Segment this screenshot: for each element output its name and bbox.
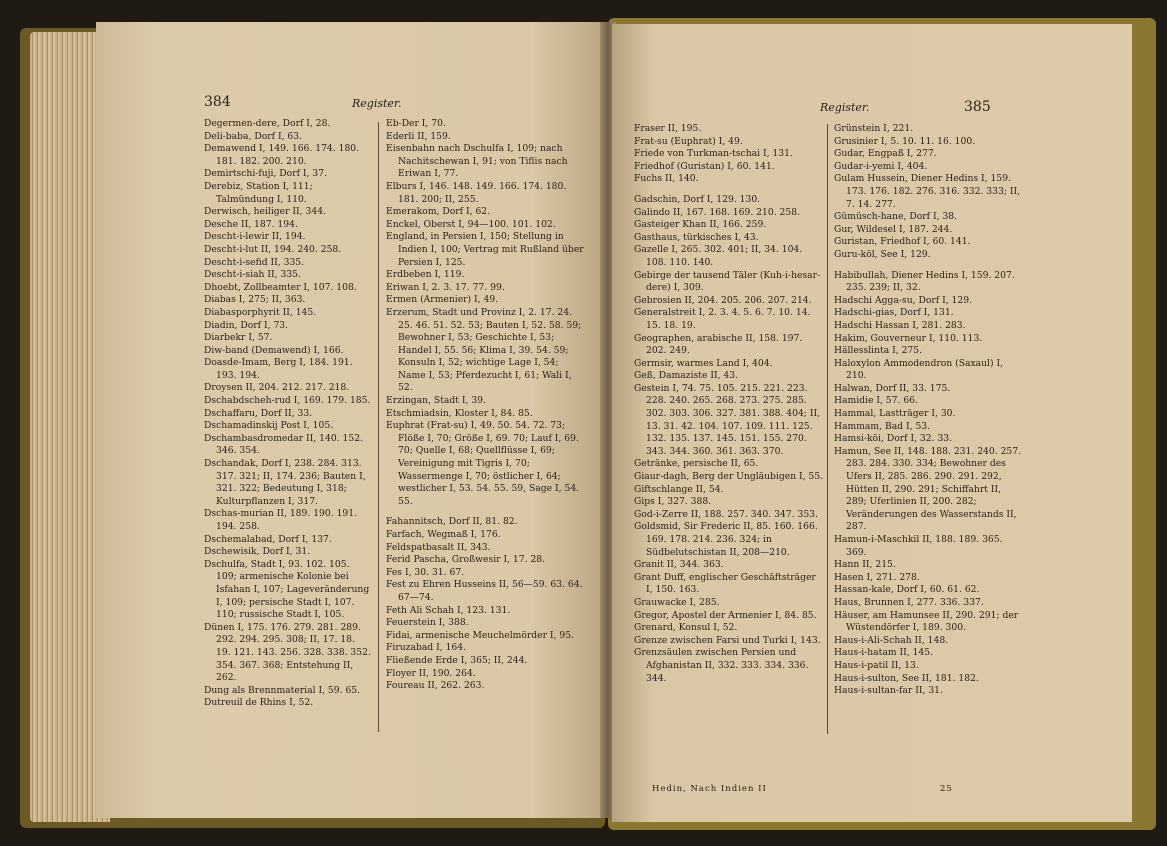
index-entry: Generalstreit I, 2. 3. 4. 5. 6. 7. 10. 14. 15. 18. 19. xyxy=(634,307,811,331)
index-entry: Floyer II, 190. 264. xyxy=(386,667,476,679)
index-entry: Grauwacke I, 285. xyxy=(634,596,720,608)
index-entry: Feuerstein I, 388. xyxy=(386,617,469,629)
index-column xyxy=(834,123,1024,698)
index-entry: Diabas I, 275; II, 363. xyxy=(204,294,306,306)
index-column xyxy=(634,123,824,685)
index-entry: Gasthaus, türkisches I, 43. xyxy=(634,231,759,243)
index-entry: Desche II, 187. 194. xyxy=(204,218,298,230)
letter-gap xyxy=(386,508,586,516)
index-entry: Frat-su (Euphrat) I, 49. xyxy=(634,135,743,147)
index-entry: Eisenbahn nach Dschulfa I, 109; nach Nachitschewan I, 91; von Tiflis nach Eriwan I, 77. xyxy=(386,143,568,180)
index-entry: Haus-i-hatam II, 145. xyxy=(834,647,934,659)
index-entry: Germsir, warmes Land I, 404. xyxy=(634,357,773,369)
index-entry: Gasteiger Khan II, 166. 259. xyxy=(634,219,767,231)
index-entry: Gestein I, 74. 75. 105. 215. 221. 223. 228. 240. 265. 268. 273. 275. 285. 302. 303. 306. 327. 381. 388. 404; II, 13. 31. 42. 104. 107. 109. 111. 125. 132. 135. 137. 145. 151. 155. 270. 343. 344. 360. 361. 363. 370. xyxy=(634,382,820,457)
index-entry: Haus-i-sultan-far II, 31. xyxy=(834,685,943,697)
index-column xyxy=(386,118,586,693)
right-page xyxy=(612,24,1132,822)
index-entry: Demirtschi-fuji, Dorf I, 37. xyxy=(204,168,327,180)
index-entry: Gadschin, Dorf I, 129. 130. xyxy=(634,193,761,205)
index-entry: Fes I, 30. 31. 67. xyxy=(386,566,465,578)
index-entry: Gudar, Engpaß I, 277. xyxy=(834,148,937,160)
index-entry: Hamidie I, 57. 66. xyxy=(834,395,918,407)
signature-number: 25 xyxy=(940,784,953,794)
index-entry: Dhoebt, Zollbeamter I, 107. 108. xyxy=(204,281,357,293)
index-entry: Descht-i-lewir II, 194. xyxy=(204,231,306,243)
index-entry: Habibullah, Diener Hedins I, 159. 207. 235. 239; II, 32. xyxy=(834,269,1015,294)
index-entry: Descht-i-lut II, 194. 240. 258. xyxy=(204,243,342,255)
index-entry: Hann II, 215. xyxy=(834,559,896,571)
index-entry: Fidai, armenische Meuchelmörder I, 95. xyxy=(386,629,575,641)
index-entry: Fraser II, 195. xyxy=(634,123,702,134)
running-title: Register. xyxy=(352,97,402,110)
signature-line: Hedin, Nach Indien II xyxy=(652,784,767,794)
index-entry: Dschemalabad, Dorf I, 137. xyxy=(204,533,332,545)
index-entry: Grusinier I, 5. 10. 11. 16. 100. xyxy=(834,135,976,147)
index-entry: Fließende Erde I, 365; II, 244. xyxy=(386,654,528,666)
index-entry: Deli-baba, Dorf I, 63. xyxy=(204,130,303,142)
index-entry: Grant Duff, englischer Geschäftsträger I, 150. 163. xyxy=(634,571,816,596)
index-entry: Haus-i-sulton, See II, 181. 182. xyxy=(834,672,979,684)
index-entry: Derebiz, Station I, 111; Talmündung I, 110. xyxy=(204,180,313,205)
index-entry: England, in Persien I, 150; Stellung in Indien I, 100; Vertrag mit Rußland über Persien I, 125. xyxy=(386,231,584,268)
index-entry: Feth Ali Schah I, 123. 131. xyxy=(386,604,511,616)
page-number: 385 xyxy=(964,99,991,115)
index-entry: Erzingan, Stadt I, 39. xyxy=(386,395,486,407)
index-entry: Droysen II, 204. 212. 217. 218. xyxy=(204,382,350,394)
index-entry: Hammam, Bad I, 53. xyxy=(834,420,931,432)
index-entry: Euphrat (Frat-su) I, 49. 50. 54. 72. 73; Flöße I, 70; Größe I, 69. 70; Lauf I, 69. 70; Quelle I, 68; Quellflüsse I, 69; Vereinigung mit Tigris I, 70; Wassermenge I, 70; östlicher I, 64; westlicher I, 53. 54. 55. 59, Sage I, 54. 55. xyxy=(386,420,580,507)
index-entry: Gur, Wildesel I, 187. 244. xyxy=(834,223,953,235)
index-entry: Demawend I, 149. 166. 174. 180. 181. 182. 200. 210. xyxy=(204,143,360,167)
index-entry: Dschambasdromedar II, 140. 152. 346. 354. xyxy=(204,432,363,457)
index-entry: God-i-Zerre II, 188. 257. 340. 347. 353. xyxy=(634,508,818,520)
index-entry: Hadschi Agga-su, Dorf I, 129. xyxy=(834,294,972,306)
index-entry: Fest zu Ehren Husseins II, 56—59. 63. 64. 67—74. xyxy=(386,579,583,603)
index-entry: Gips I, 327. 388. xyxy=(634,496,712,508)
index-entry: Getränke, persische II, 65. xyxy=(634,458,759,470)
index-entry: Dschabdscheh-rud I, 169. 179. 185. xyxy=(204,395,371,407)
index-entry: Diabasporphyrit II, 145. xyxy=(204,306,317,318)
index-entry: Dschamadinskij Post I, 105. xyxy=(204,420,334,432)
index-entry: Hakim, Gouverneur I, 110. 113. xyxy=(834,332,983,344)
column-rule xyxy=(827,124,828,734)
index-entry: Friede von Turkman-tschai I, 131. xyxy=(634,148,793,160)
index-entry: Goldsmid, Sir Frederic II, 85. 160. 166. 169. 178. 214. 236. 324; in Südbelutschistan II, 208—210. xyxy=(634,521,818,558)
index-entry: Hamun-i-Maschkil II, 188. 189. 365. 369. xyxy=(834,534,1003,558)
index-entry: Dung als Brennmaterial I, 59. 65. xyxy=(204,684,361,696)
index-entry: Haus-i-patil II, 13. xyxy=(834,659,919,671)
index-entry: Grenzsäulen zwischen Persien und Afghanistan II, 332. 333. 334. 336. 344. xyxy=(634,647,809,684)
index-entry: Grenze zwischen Farsi und Turki I, 143. xyxy=(634,634,821,646)
index-entry: Dutreuil de Rhins I, 52. xyxy=(204,697,314,709)
index-entry: Eriwan I, 2. 3. 17. 77. 99. xyxy=(386,281,505,293)
index-entry: Diarbekr I, 57. xyxy=(204,332,273,344)
index-entry: Hamun, See II, 148. 188. 231. 240. 257. 283. 284. 330. 334; Bewohner des Ufers II, 285. 286. 290. 291. 292, Hütten II, 290. 291; Schiffahrt II, 289; Uferlinien II, 200. 282; Veränderungen des Wasserstands II, 287. xyxy=(834,445,1022,533)
left-page xyxy=(96,22,608,818)
index-entry: Feldspatbasalt II, 343. xyxy=(386,541,491,553)
index-entry: Hadschi-gias, Dorf I, 131. xyxy=(834,307,954,319)
index-entry: Gazelle I, 265. 302. 401; II, 34. 104. 108. 110. 140. xyxy=(634,244,803,268)
index-entry: Geographen, arabische II, 158. 197. 202. 249. xyxy=(634,332,803,357)
index-entry: Diw-band (Demawend) I, 166. xyxy=(204,344,344,356)
index-entry: Halwan, Dorf II, 33. 175. xyxy=(834,382,951,394)
index-entry: Descht-i-sefid II, 335. xyxy=(204,256,305,268)
index-entry: Diadin, Dorf I, 73. xyxy=(204,319,289,331)
index-entry: Hassan-kale, Dorf I, 60. 61. 62. xyxy=(834,584,980,596)
index-entry: Fuchs II, 140. xyxy=(634,173,699,185)
index-entry: Gebirge der tausend Täler (Kuh-i-hesar-dere) I, 309. xyxy=(634,269,821,294)
index-entry: Farfach, Wegmaß I, 176. xyxy=(386,529,501,540)
page-number: 384 xyxy=(204,94,231,110)
index-entry: Guristan, Friedhof I, 60. 141. xyxy=(834,236,971,248)
index-entry: Dschandak, Dorf I, 238. 284. 313. 317. 321; II, 174. 236; Bauten I, 321. 322; Bedeutung I, 318; Kulturpflanzen I, 317. xyxy=(204,458,366,507)
index-entry: Giaur-dagh, Berg der Ungläubigen I, 55. xyxy=(634,471,824,483)
index-entry: Elburs I, 146. 148. 149. 166. 174. 180. 181. 200; II, 255. xyxy=(386,180,567,205)
index-entry: Grünstein I, 221. xyxy=(834,123,914,134)
column-rule xyxy=(378,122,379,732)
index-entry: Grenard, Konsul I, 52. xyxy=(634,622,738,634)
index-entry: Erzerum, Stadt und Provinz I, 2. 17. 24. 25. 46. 51. 52. 53; Bauten I, 52. 58. 59; Bewohner I, 53; Geschichte I, 53; Handel I, 55. 56; Klima I, 39. 54. 59; Konsuln I, 52; wichtige Lage I, 54; Name I, 53; Pferdezucht I, 61; Wali I, 52. xyxy=(386,306,582,394)
letter-gap xyxy=(834,262,1024,270)
index-entry: Hammal, Lastträger I, 30. xyxy=(834,408,956,420)
index-entry: Haus-i-Ali-Schah II, 148. xyxy=(834,634,949,646)
index-entry: Dschulfa, Stadt I, 93. 102. 105. 109; armenische Kolonie bei Isfahan I, 107; Lageveränderung I, 109; persische Stadt I, 107. 110; russische Stadt I, 105. xyxy=(204,558,370,621)
index-entry: Gebrosien II, 204. 205. 206. 207. 214. xyxy=(634,294,812,306)
index-entry: Granit II, 344. 363. xyxy=(634,559,724,571)
index-entry: Erdbeben I, 119. xyxy=(386,269,465,281)
index-entry: Doasde-Imam, Berg I, 184. 191. 193. 194. xyxy=(204,357,353,381)
index-entry: Dschas-murian II, 189. 190. 191. 194. 258. xyxy=(204,508,358,532)
index-column xyxy=(204,118,372,710)
index-entry: Friedhof (Guristan) I, 60. 141. xyxy=(634,160,775,172)
index-entry: Geß, Damaziste II, 43. xyxy=(634,370,739,382)
index-entry: Descht-i-siah II, 335. xyxy=(204,269,301,281)
index-entry: Dschaffaru, Dorf II, 33. xyxy=(204,407,313,419)
index-entry: Enckel, Oberst I, 94—100. 101. 102. xyxy=(386,218,556,230)
index-entry: Derwisch, heiliger II, 344. xyxy=(204,206,326,218)
index-entry: Guru-köl, See I, 129. xyxy=(834,248,931,260)
index-entry: Firuzabad I, 164. xyxy=(386,642,467,654)
index-entry: Hamsi-köi, Dorf I, 32. 33. xyxy=(834,433,953,445)
index-entry: Gulam Hussein, Diener Hedins I, 159. 173. 176. 182. 276. 316. 332. 333; II, 7. 14. 277. xyxy=(834,173,1020,210)
index-entry: Fahannitsch, Dorf II, 81. 82. xyxy=(386,516,518,528)
index-entry: Ederli II, 159. xyxy=(386,130,451,142)
index-entry: Gudar-i-yemi I, 404. xyxy=(834,160,928,172)
index-entry: Haloxylon Ammodendron (Saxaul) I, 210. xyxy=(834,357,1004,382)
index-entry: Gregor, Apostel der Armenier I, 84. 85. xyxy=(634,609,817,621)
index-entry: Etschmiadsin, Kloster I, 84. 85. xyxy=(386,407,533,419)
index-entry: Hasen I, 271. 278. xyxy=(834,571,920,583)
index-entry: Dschewisik, Dorf I, 31. xyxy=(204,546,311,558)
index-entry: Haus, Brunnen I, 277. 336. 337. xyxy=(834,596,984,608)
index-entry: Eb-Der I, 70. xyxy=(386,118,446,129)
index-entry: Ferid Pascha, Großwesir I, 17. 28. xyxy=(386,554,546,566)
running-title: Register. xyxy=(820,101,870,114)
letter-gap xyxy=(634,186,824,194)
index-entry: Hadschi Hassan I, 281. 283. xyxy=(834,319,966,331)
index-entry: Giftschlange II, 54. xyxy=(634,483,724,495)
index-entry: Häuser, am Hamunsee II, 290. 291; der Wüstendörfer I, 189. 300. xyxy=(834,609,1019,634)
index-entry: Hällesslinta I, 275. xyxy=(834,345,923,357)
index-entry: Emerakom, Dorf I, 62. xyxy=(386,206,491,218)
index-entry: Dünen I, 175. 176. 279. 281. 289. 292. 294. 295. 308; II, 17. 18. 19. 121. 143. 256. 328. 338. 352. 354. 367. 368; Entstehung II, 262. xyxy=(204,621,371,684)
index-entry: Galindo II, 167. 168. 169. 210. 258. xyxy=(634,206,801,218)
index-entry: Ermen (Armenier) I, 49. xyxy=(386,294,499,306)
index-entry: Degermen-dere, Dorf I, 28. xyxy=(204,118,331,129)
index-entry: Gümüsch-hane, Dorf I, 38. xyxy=(834,211,958,223)
index-entry: Foureau II, 262. 263. xyxy=(386,680,485,692)
